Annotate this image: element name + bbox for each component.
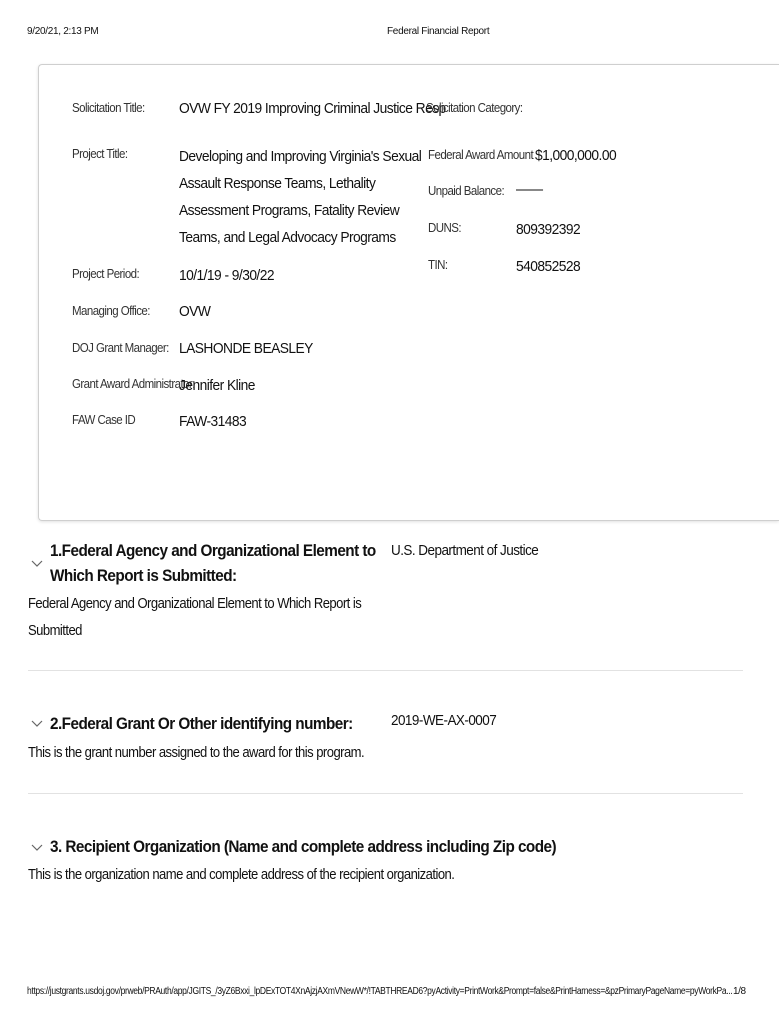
faw-case-label: FAW Case ID: [72, 413, 136, 427]
section-1-value: U.S. Department of Justice: [391, 542, 539, 559]
section-3-description: This is the organization name and complete address of the recipient organization.: [28, 867, 455, 883]
project-title-label: Project Title:: [72, 147, 128, 161]
section-2-heading[interactable]: 2.Federal Grant Or Other identifying number:: [50, 714, 353, 733]
section-divider: [28, 670, 743, 671]
managing-office-label: Managing Office:: [72, 304, 150, 318]
section-1-heading-line1[interactable]: 1.Federal Agency and Organizational Element to: [50, 541, 376, 560]
section-3-heading[interactable]: 3. Recipient Organization (Name and complete address including Zip code): [50, 837, 557, 856]
solicitation-title-value: OVW FY 2019 Improving Criminal Justice Resp: [179, 100, 446, 117]
award-info-card: [38, 64, 779, 521]
duns-label: DUNS:: [428, 221, 462, 235]
solicitation-title-label: Solicitation Title:: [72, 101, 145, 115]
award-admin-label: Grant Award Administrator:: [72, 377, 195, 391]
grant-manager-value: LASHONDE BEASLEY: [179, 340, 313, 357]
federal-award-amount-label: Federal Award Amount: [428, 148, 534, 162]
footer-url: https://justgrants.usdoj.gov/prweb/PRAuth/app/JGITS_/3yZ6Bxxi_lpDExTOT4XnAjzjAXmVNewW*/!TABTHREAD6?pyActivity=PrintWork&Prompt=false&PrintHarness=&pzPrimaryPageName=pyWorkPa...: [27, 986, 733, 997]
page-number: 1/8: [733, 986, 746, 997]
award-admin-value: Jennifer Kline: [179, 377, 255, 394]
section-1-description: Federal Agency and Organizational Element to Which Report is Submitted: [28, 596, 362, 639]
unpaid-balance-value: ——: [516, 181, 543, 198]
tin-label: TIN:: [428, 258, 448, 272]
project-title-value: Developing and Improving Virginia's Sexual Assault Response Teams, Lethality Assessment Programs, Fatality Review Teams, and Legal Advocacy Programs: [179, 148, 422, 246]
federal-award-amount-value: $1,000,000.00: [535, 147, 617, 164]
section-1-heading-line2[interactable]: Which Report is Submitted:: [50, 566, 237, 585]
section-2-value: 2019-WE-AX-0007: [391, 712, 497, 729]
duns-value: 809392392: [516, 221, 581, 238]
project-period-value: 10/1/19 - 9/30/22: [179, 267, 274, 284]
chevron-down-icon[interactable]: [31, 841, 43, 855]
page-title: Federal Financial Report: [387, 26, 490, 37]
project-period-label: Project Period:: [72, 267, 140, 281]
section-2-description: This is the grant number assigned to the award for this program.: [28, 745, 365, 761]
unpaid-balance-label: Unpaid Balance:: [428, 184, 505, 198]
managing-office-value: OVW: [179, 303, 211, 320]
grant-manager-label: DOJ Grant Manager:: [72, 341, 169, 355]
tin-value: 540852528: [516, 258, 581, 275]
chevron-down-icon[interactable]: [31, 717, 43, 731]
print-timestamp: 9/20/21, 2:13 PM: [27, 26, 99, 37]
section-divider: [28, 793, 743, 794]
solicitation-category-label: Solicitation Category:: [426, 101, 523, 115]
chevron-down-icon[interactable]: [31, 557, 43, 571]
faw-case-value: FAW-31483: [179, 413, 247, 430]
